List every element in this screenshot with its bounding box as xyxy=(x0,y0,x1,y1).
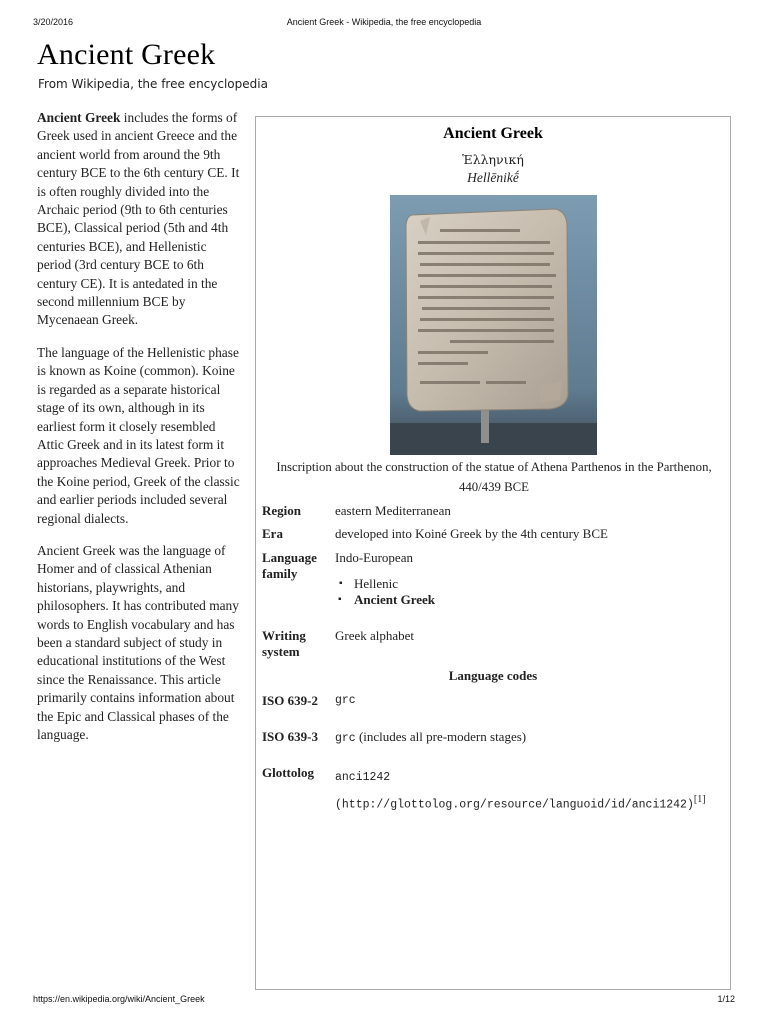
print-url: https://en.wikipedia.org/wiki/Ancient_Greek xyxy=(33,994,205,1004)
row-label: Writing system xyxy=(262,628,306,659)
row-label: Era xyxy=(262,526,283,541)
family-subtree xyxy=(354,592,725,608)
article-paragraph xyxy=(37,542,243,744)
family-tree xyxy=(335,576,725,608)
row-label[interactable]: ISO 639-3 xyxy=(262,729,318,744)
print-page-number: 1/12 xyxy=(717,994,735,1004)
language-codes-heading: Language codes xyxy=(448,668,538,683)
paragraph-text: Ancient Greek was the language of Homer and of classical Athenian historians, playwrights, and philosophers. It has contributed many words to English vocabulary and has been a standard subject of study in educational institutions of the West since the Renaissance. This article primarily contains information about the Epic and Classical phases of the language. xyxy=(37,542,239,742)
article-paragraph xyxy=(37,109,243,330)
print-window-title: Ancient Greek - Wikipedia, the free encyclopedia xyxy=(286,17,482,27)
row-value xyxy=(335,729,725,747)
row-value xyxy=(335,765,725,816)
article-paragraph xyxy=(37,344,243,528)
paragraph-text: The language of the Hellenistic phase is known as Koine (common). Koine is regarded as a separate historical stage of its own, although in its earliest form it closely resembled Attic Greek and in its latest form it approaches Medieval Greek. Prior to the Koine period, Greek of the classic and earlier periods included several regional dialects. xyxy=(37,344,240,526)
code-value[interactable]: anci1242 xyxy=(335,771,391,784)
branch-label[interactable]: Hellenic xyxy=(354,576,399,591)
family-language xyxy=(342,592,725,608)
infobox xyxy=(255,116,731,990)
row-value[interactable]: Greek alphabet xyxy=(335,628,415,643)
family-branch xyxy=(335,576,725,608)
image-caption: Inscription about the construction of the statue of Athena Parthenos in the Parthenon, 440/439 BCE xyxy=(276,460,712,494)
glottolog-url[interactable]: (http://glottolog.org/resource/languoid/id/anci1242) xyxy=(335,798,694,812)
inscription-stele-picture xyxy=(390,195,597,455)
row-value xyxy=(335,550,725,608)
inscription-image[interactable] xyxy=(390,195,597,455)
family-root[interactable]: Indo-European xyxy=(335,550,413,565)
infobox-native-name: Ἑλληνική xyxy=(462,152,524,167)
row-label[interactable]: ISO 639-2 xyxy=(262,693,318,708)
infobox-transliteration: Hellēnikḗ xyxy=(467,170,519,185)
row-label[interactable]: Glottolog xyxy=(262,765,314,780)
article-body xyxy=(37,109,243,758)
infobox-title: Ancient Greek xyxy=(443,125,543,142)
language-label: Ancient Greek xyxy=(354,592,435,607)
reference-link[interactable]: [1] xyxy=(693,794,706,805)
page-subtitle: From Wikipedia, the free encyclopedia xyxy=(38,77,268,91)
paragraph-text: includes the forms of Greek used in ancient Greece and the ancient world from around the 9th century BCE to the 6th century CE. It is often roughly divided into the Archaic period (9th to 6th centuries BCE), Classical period (5th and 4th centuries BCE), and Hellenistic period (3rd century BCE to 6th century CE). It is antedated in the second millennium BCE by Mycenaean Greek. xyxy=(37,110,240,328)
code-value[interactable]: grc xyxy=(335,732,356,745)
row-value[interactable]: eastern Mediterranean xyxy=(335,503,451,518)
page-title: Ancient Greek xyxy=(37,38,216,71)
code-note: (includes all pre-modern stages) xyxy=(355,729,527,744)
print-date: 3/20/2016 xyxy=(33,17,74,27)
row-label: Region xyxy=(262,503,301,518)
row-value: developed into Koiné Greek by the 4th century BCE xyxy=(335,526,608,541)
lead-term: Ancient Greek xyxy=(37,110,121,125)
row-label: Language family xyxy=(262,550,317,581)
row-value[interactable]: grc xyxy=(335,694,356,707)
